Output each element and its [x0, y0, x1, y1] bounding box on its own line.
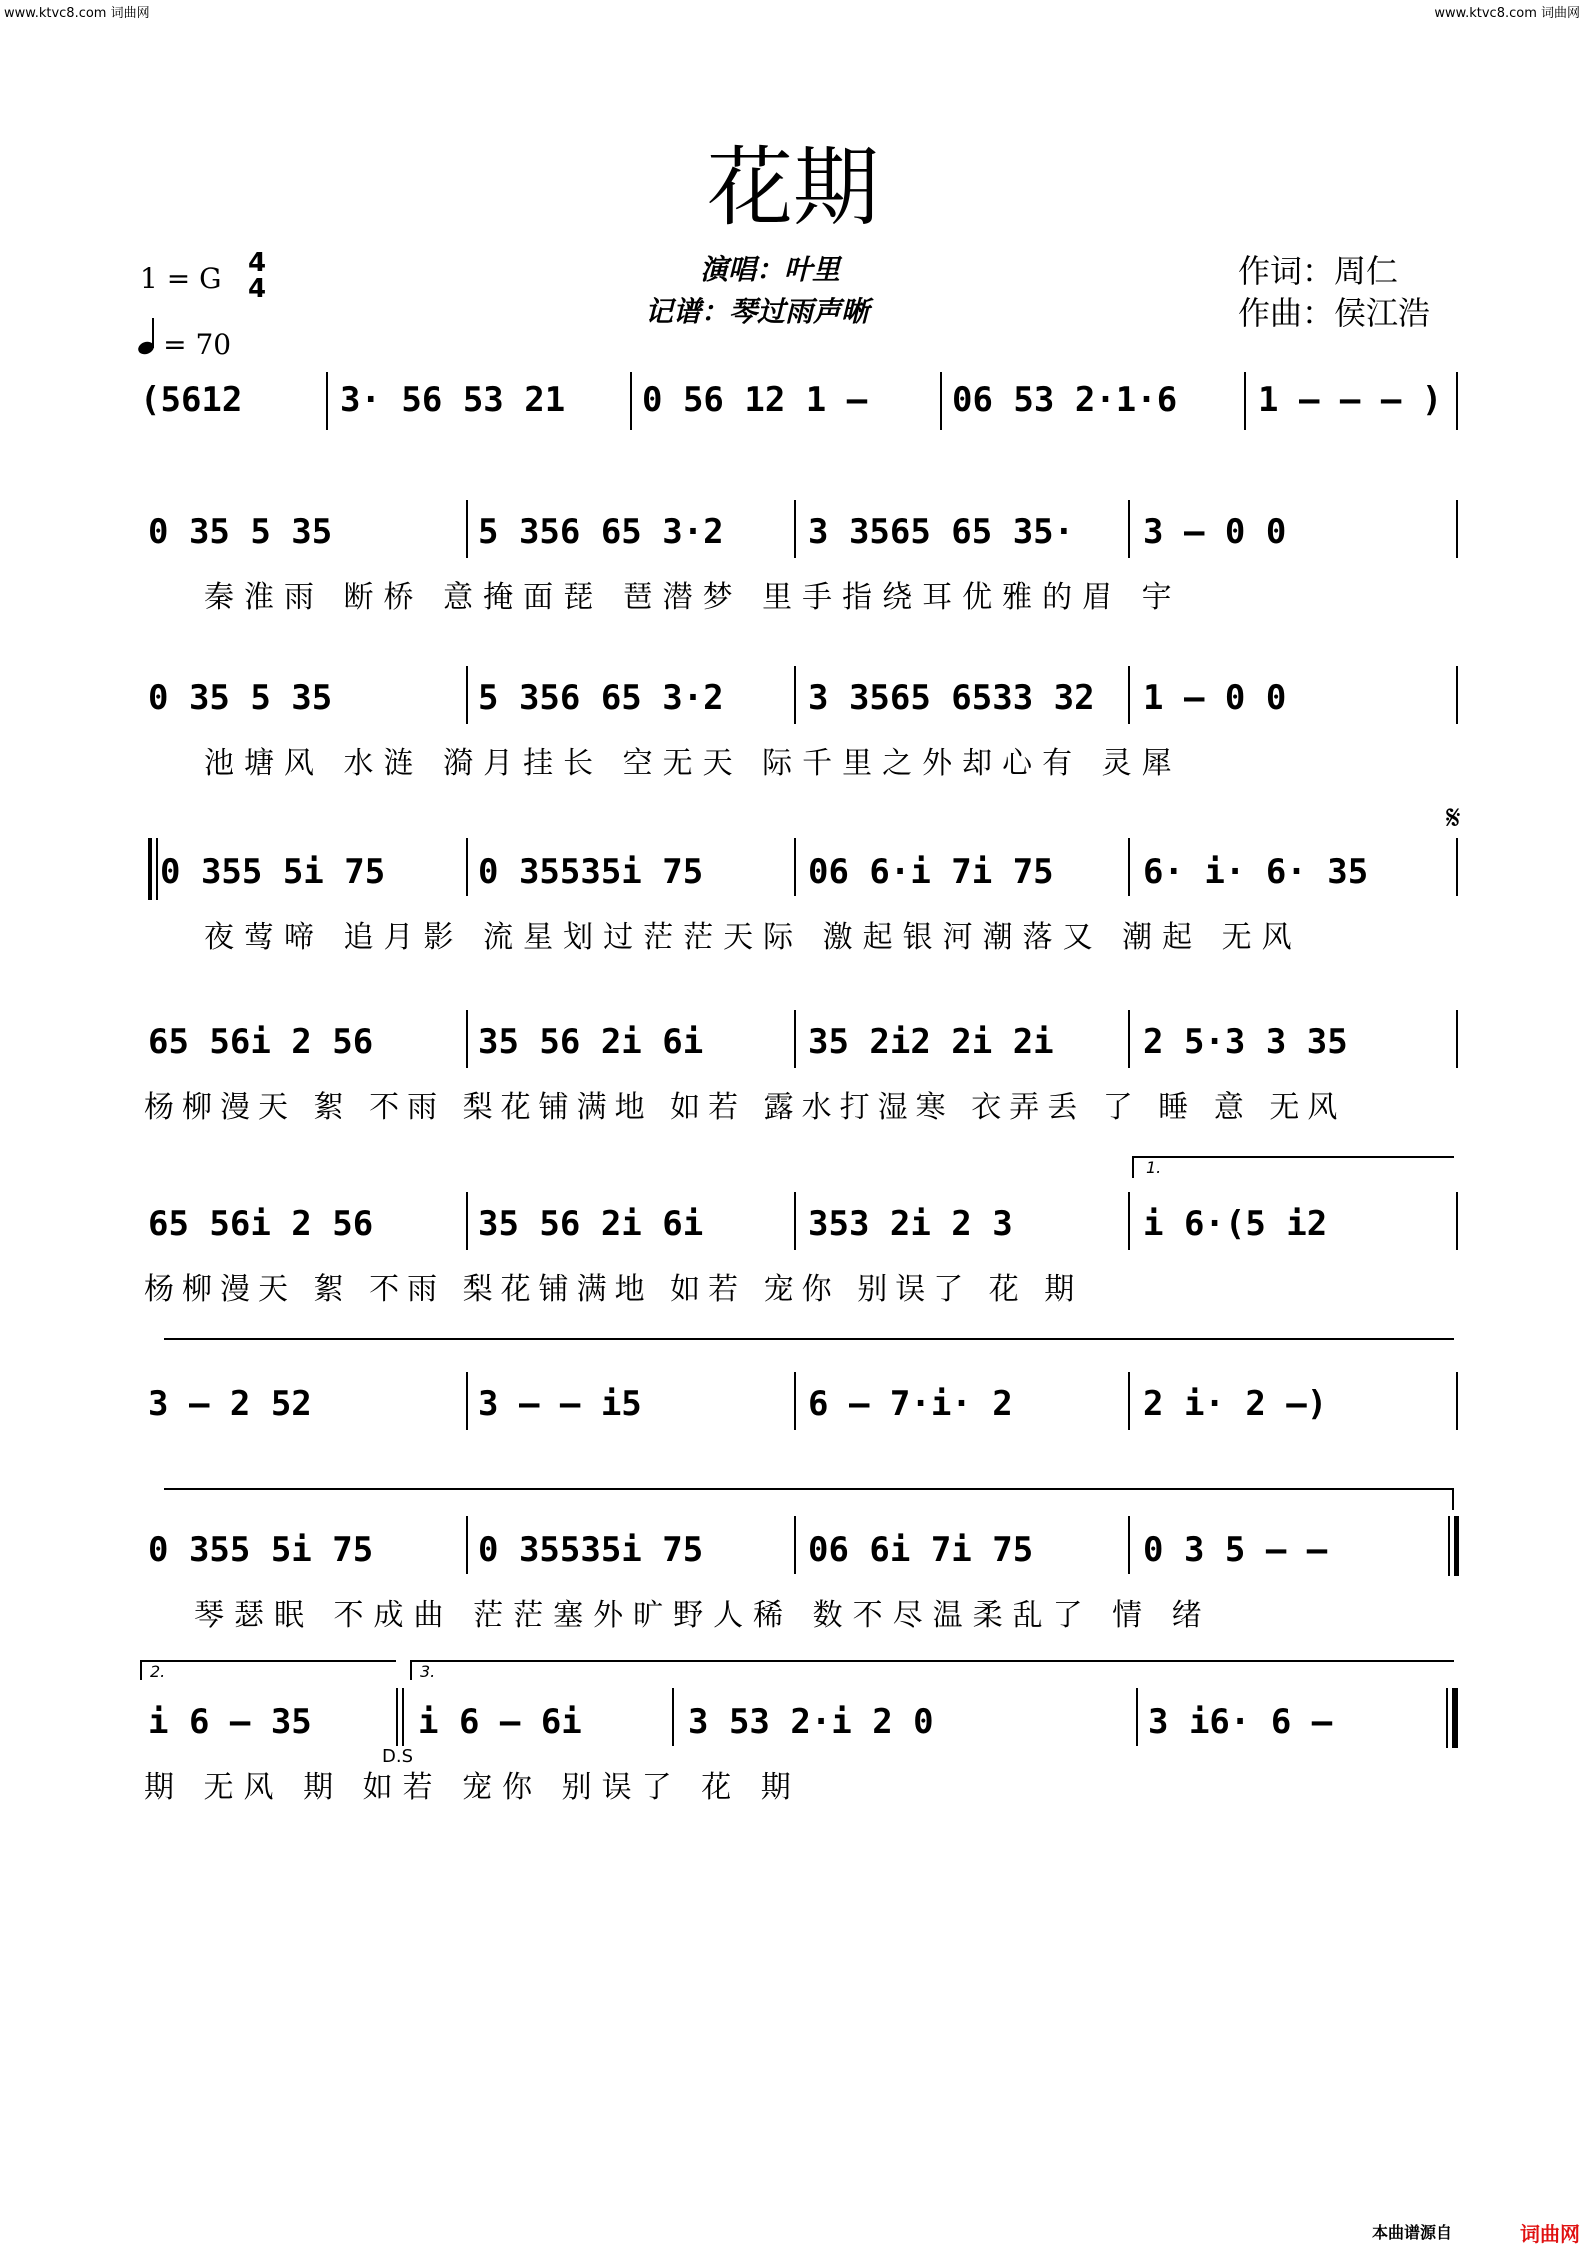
measure: i 6 – 6i: [418, 1702, 582, 1742]
barline: [466, 1010, 468, 1068]
lyrics-line-3: 夜莺啼 追月影 流星划过茫茫天际 激起银河潮落又 潮起 无风: [204, 920, 1302, 955]
barline: [326, 372, 328, 430]
measure: 5 356 65 3·2: [478, 512, 724, 552]
measure: 06 6i 7i 75: [808, 1530, 1034, 1570]
barline: [1128, 1010, 1130, 1068]
staff-line-4: [148, 1022, 1468, 1082]
singer: 演唱：叶里: [700, 253, 841, 286]
volta-3-label: 3.: [420, 1662, 436, 1681]
barline: [1128, 838, 1130, 896]
barline: [940, 372, 942, 430]
barline: [630, 372, 632, 430]
measure: 6 – 7·i· 2: [808, 1384, 1013, 1424]
measure: 0 3 5 – –: [1143, 1530, 1328, 1570]
composer: 作曲：侯江浩: [1238, 294, 1431, 332]
barline-double-thin: [396, 1688, 398, 1746]
barline: [1244, 372, 1246, 430]
measure: 35 56 2i 6i: [478, 1204, 704, 1244]
barline: [466, 500, 468, 558]
measure: 65 56i 2 56: [148, 1204, 374, 1244]
tempo-marking: [138, 318, 231, 361]
measure: 3 i6· 6 –: [1148, 1702, 1333, 1742]
footer-source-text: 本曲谱源自: [1372, 2223, 1453, 2242]
measure: 2 5·3 3 35: [1143, 1022, 1348, 1062]
final-barline-thick: [1452, 1688, 1458, 1748]
measure: 0 355 5i 75: [160, 852, 386, 892]
volta-1-label: 1.: [1146, 1158, 1162, 1177]
measure: 0 35 5 35: [148, 512, 333, 552]
barline: [794, 1192, 796, 1250]
segno-sign: 𝄋: [1446, 798, 1461, 838]
repeat-start-thick: [148, 838, 152, 900]
measure: 3 3565 6533 32: [808, 678, 1095, 718]
barline: [1128, 1192, 1130, 1250]
measure: 0 355 5i 75: [148, 1530, 374, 1570]
barline: [1456, 838, 1458, 896]
measure: 06 53 2·1·6: [952, 380, 1178, 420]
barline: [466, 838, 468, 896]
final-barline-thin: [1446, 1688, 1448, 1748]
staff-line-7: [148, 1530, 1468, 1590]
volta-3-bracket: [410, 1660, 1454, 1662]
barline: [1456, 372, 1458, 430]
barline-double-thin: [402, 1688, 404, 1746]
barline: [1128, 500, 1130, 558]
repeat-end-thin: [1448, 1516, 1450, 1576]
barline: [1456, 1010, 1458, 1068]
lyrics-line-7: 琴瑟眠 不成曲 茫茫塞外旷野人稀 数不尽温柔乱了 情 绪: [194, 1598, 1212, 1633]
footer-site-logo: 词曲网: [1520, 2222, 1580, 2246]
barline: [1128, 1516, 1130, 1574]
staff-line-3: [160, 852, 1480, 912]
lyrics-line-1: 秦淮雨 断桥 意掩面琵 琶潜梦 里手指绕耳优雅的眉 宇: [204, 580, 1182, 615]
watermark-left: www.ktvc8.com 词曲网: [4, 6, 150, 21]
barline: [794, 500, 796, 558]
measure: 353 2i 2 3: [808, 1204, 1013, 1244]
staff-line-5: [148, 1204, 1468, 1264]
time-signature: [248, 250, 266, 302]
measure: 3· 56 53 21: [340, 380, 566, 420]
measure: 3 53 2·i 2 0: [688, 1702, 934, 1742]
lyricist: 作词：周仁: [1238, 252, 1399, 290]
ds-marking: D.S: [382, 1746, 414, 1767]
measure: 2 i· 2 –): [1143, 1384, 1328, 1424]
lyrics-line-4: 杨柳漫天 絮 不雨 梨花铺满地 如若 露水打湿寒 衣弄丢 了 睡 意 无风: [144, 1090, 1346, 1125]
tempo-text: = 70: [163, 328, 232, 361]
barline: [672, 1688, 674, 1746]
measure: 1 – 0 0: [1143, 678, 1287, 718]
measure: 0 35535i 75: [478, 1530, 704, 1570]
song-title: 花期: [707, 138, 879, 238]
barline: [466, 666, 468, 724]
lyrics-line-8: 期 无风 期 如若 宠你 别误了 花 期: [144, 1770, 801, 1805]
measure: 3 3565 65 35·: [808, 512, 1075, 552]
transcriber: 记谱：琴过雨声晰: [645, 295, 870, 328]
measure: 35 2i2 2i 2i: [808, 1022, 1054, 1062]
measure: 65 56i 2 56: [148, 1022, 374, 1062]
barline: [794, 1516, 796, 1574]
repeat-end-thick: [1454, 1516, 1459, 1576]
volta-2-bracket: [140, 1660, 396, 1662]
time-signature-bottom: 4: [248, 274, 267, 304]
barline: [466, 1372, 468, 1430]
barline: [794, 1010, 796, 1068]
key-signature: 1 = G: [140, 262, 222, 295]
barline: [1128, 1372, 1130, 1430]
barline: [1128, 666, 1130, 724]
measure: 0 35 5 35: [148, 678, 333, 718]
measure: i 6 – 35: [148, 1702, 312, 1742]
measure: 0 35535i 75: [478, 852, 704, 892]
measure: 5 356 65 3·2: [478, 678, 724, 718]
measure: 06 6·i 7i 75: [808, 852, 1054, 892]
measure: i 6·(5 i2: [1143, 1204, 1328, 1244]
lyrics-line-5: 杨柳漫天 絮 不雨 梨花铺满地 如若 宠你 别误了 花 期: [144, 1272, 1083, 1307]
time-signature-top: 4: [248, 248, 267, 278]
measure: (5612: [140, 380, 243, 420]
barline: [1456, 1192, 1458, 1250]
measure: 3 – 0 0: [1143, 512, 1287, 552]
volta-2-tick: [140, 1660, 142, 1680]
barline: [466, 1192, 468, 1250]
barline: [794, 1372, 796, 1430]
barline: [794, 838, 796, 896]
measure: 35 56 2i 6i: [478, 1022, 704, 1062]
volta-3-tick: [410, 1660, 412, 1680]
staff-line-8: [148, 1702, 1468, 1762]
watermark-right: www.ktvc8.com 词曲网: [1434, 6, 1580, 21]
volta-1-tick: [1132, 1156, 1134, 1178]
rule-end-tick: [1452, 1488, 1454, 1510]
barline: [1456, 500, 1458, 558]
measure: 3 – 2 52: [148, 1384, 312, 1424]
repeat-start-thin: [156, 838, 158, 900]
barline: [794, 666, 796, 724]
measure: 6· i· 6· 35: [1143, 852, 1369, 892]
measure: 1 – – – ): [1258, 380, 1443, 420]
interlude-rule: [164, 1338, 1454, 1340]
barline: [466, 1516, 468, 1574]
interlude-rule: [164, 1488, 1454, 1490]
staff-line-6: [148, 1384, 1468, 1444]
volta-1-bracket: [1132, 1156, 1454, 1158]
lyrics-line-2: 池塘风 水涟 漪月挂长 空无天 际千里之外却心有 灵犀: [204, 746, 1182, 781]
measure: 3 – – i5: [478, 1384, 642, 1424]
barline: [1456, 666, 1458, 724]
staff-line-0: [140, 380, 1460, 440]
measure: 0 56 12 1 –: [642, 380, 868, 420]
staff-line-1: [148, 512, 1468, 572]
barline: [1136, 1688, 1138, 1746]
staff-line-2: [148, 678, 1468, 738]
volta-2-label: 2.: [150, 1662, 166, 1681]
quarter-note-icon: [138, 318, 158, 354]
barline: [1456, 1372, 1458, 1430]
